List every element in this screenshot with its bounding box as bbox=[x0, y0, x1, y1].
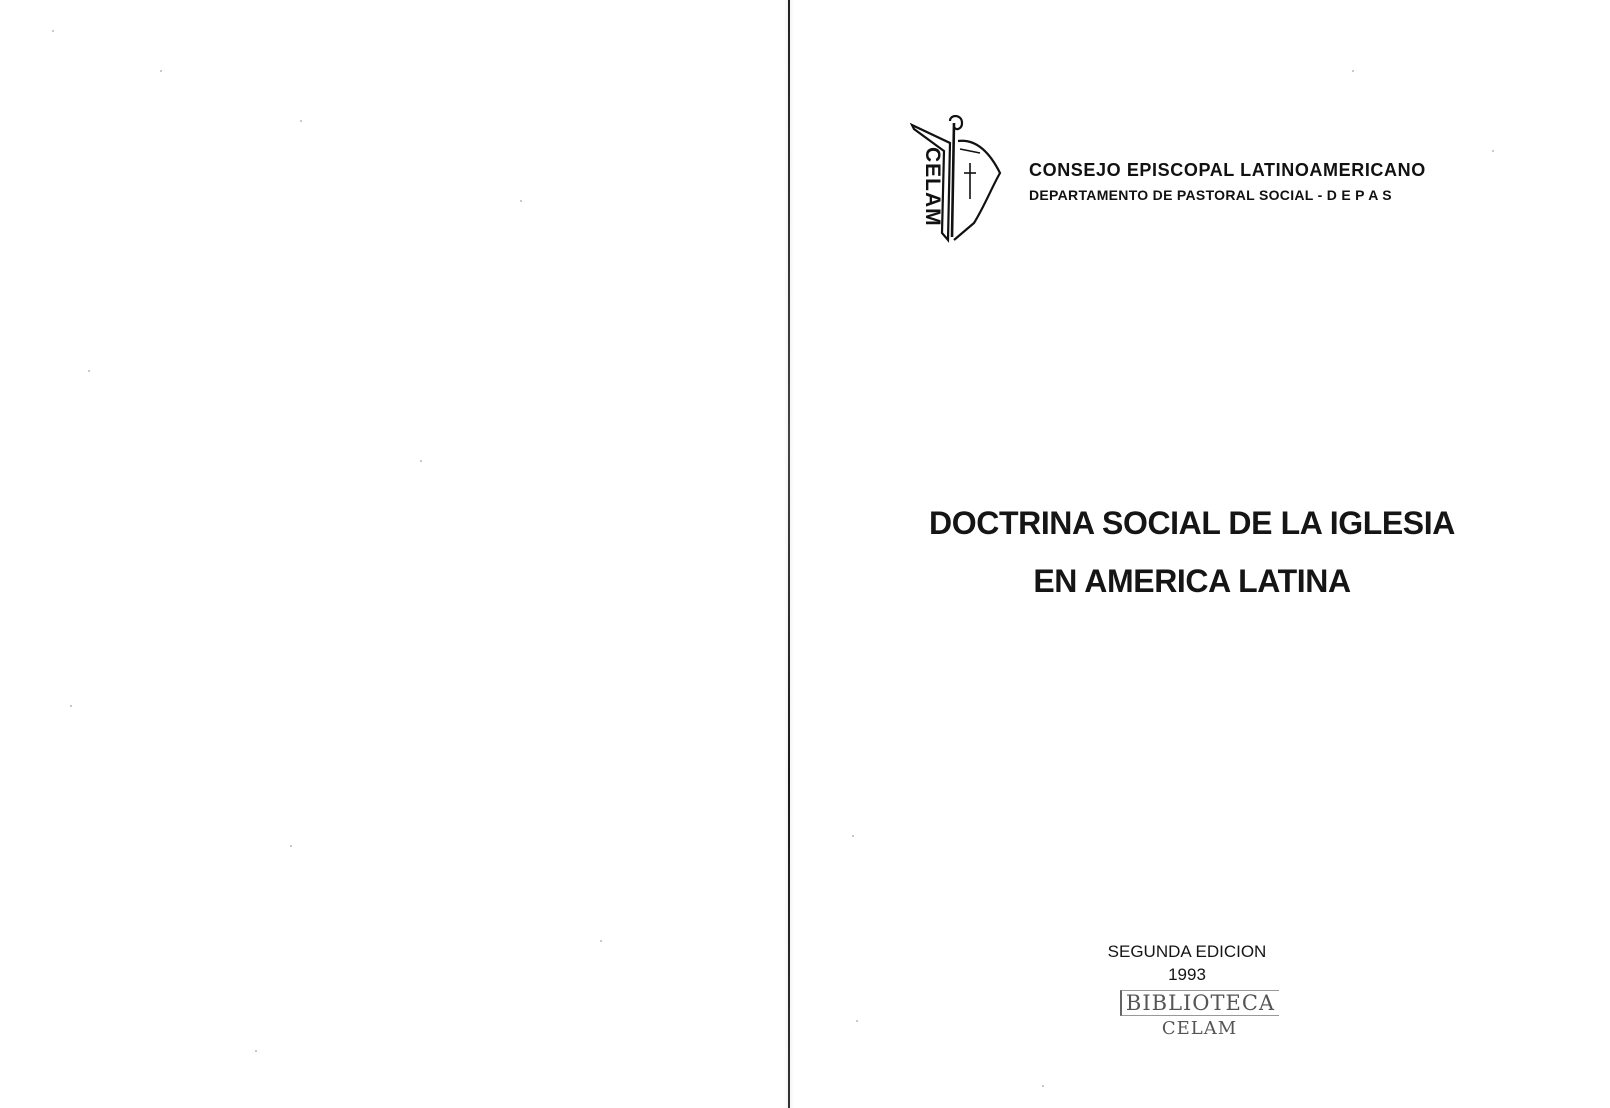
organization-name: CONSEJO EPISCOPAL LATINOAMERICANO bbox=[1029, 160, 1426, 180]
organization-header bbox=[1029, 160, 1426, 203]
paper-speck bbox=[300, 120, 302, 122]
title-page bbox=[792, 0, 1610, 1108]
paper-speck bbox=[1352, 70, 1354, 72]
stamp-line-1: BIBLIOTECA bbox=[1120, 990, 1279, 1016]
stamp-line-2: CELAM bbox=[1161, 1018, 1238, 1039]
paper-speck bbox=[1492, 150, 1494, 152]
edition-label: SEGUNDA EDICION bbox=[1107, 942, 1267, 961]
celam-logo bbox=[910, 115, 1002, 243]
left-page-blank bbox=[0, 0, 790, 1108]
paper-speck bbox=[290, 845, 292, 847]
paper-speck bbox=[420, 460, 422, 462]
logo-letters: CELAM bbox=[921, 147, 944, 227]
edition-year: 1993 bbox=[1168, 965, 1206, 984]
paper-speck bbox=[856, 1020, 858, 1022]
department-name: DEPARTAMENTO DE PASTORAL SOCIAL - D E P A S bbox=[1029, 187, 1392, 203]
book-gutter bbox=[788, 0, 790, 1108]
paper-speck bbox=[255, 1050, 257, 1052]
paper-speck bbox=[520, 200, 522, 202]
title-line-2: EN AMERICA LATINA bbox=[1033, 563, 1351, 599]
library-stamp bbox=[1112, 990, 1287, 1039]
title-line-1: DOCTRINA SOCIAL DE LA IGLESIA bbox=[929, 505, 1455, 541]
paper-speck bbox=[1042, 1085, 1044, 1087]
paper-speck bbox=[52, 30, 54, 32]
book-title bbox=[882, 494, 1502, 610]
paper-speck bbox=[160, 70, 162, 72]
edition-info bbox=[1087, 940, 1287, 986]
paper-speck bbox=[70, 705, 72, 707]
paper-speck bbox=[852, 835, 854, 837]
paper-speck bbox=[600, 940, 602, 942]
paper-speck bbox=[88, 370, 90, 372]
